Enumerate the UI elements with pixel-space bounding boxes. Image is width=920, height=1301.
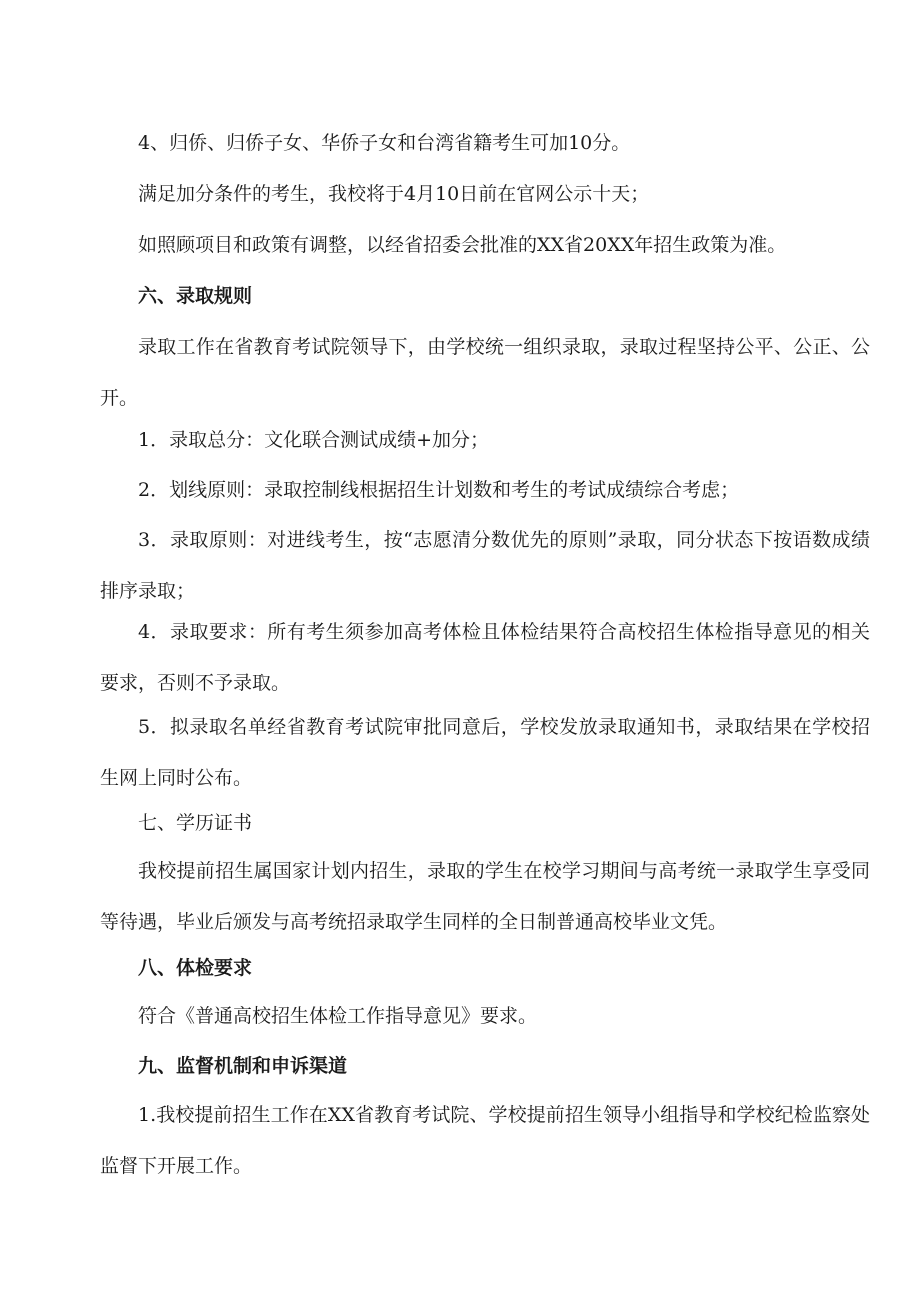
paragraph-diploma: 我校提前招生属国家计划内招生，录取的学生在校学习期间与高考统一录取学生享受同等待遇，毕业后颁发与高考统招录取学生同样的全日制普通高校毕业文凭。: [100, 860, 870, 933]
section-heading-diploma: 七、学历证书: [138, 812, 253, 834]
paragraph-rule-principle: 3．录取原则：对进线考生，按“志愿清分数优先的原则”录取，同分状态下按语数成绩排序录取；: [100, 529, 870, 602]
paragraph-rule-cutoff: 2．划线原则：录取控制线根据招生计划数和考生的考试成绩综合考虑；: [138, 479, 740, 501]
paragraph-admission-intro: 录取工作在省教育考试院领导下，由学校统一组织录取，录取过程坚持公平、公正、公开。: [100, 336, 870, 409]
paragraph-bonus-publicity: 满足加分条件的考生，我校将于4月10日前在官网公示十天；: [138, 183, 650, 205]
paragraph-policy-adjustment: 如照顾项目和政策有调整，以经省招委会批准的XX省20XX年招生政策为准。: [138, 234, 787, 256]
section-heading-supervision: 九、监督机制和申诉渠道: [138, 1055, 348, 1077]
paragraph-bonus-overseas: 4、归侨、归侨子女、华侨子女和台湾省籍考生可加10分。: [138, 132, 631, 154]
section-heading-admission-rules: 六、录取规则: [138, 285, 253, 307]
paragraph-rule-total-score: 1．录取总分：文化联合测试成绩+加分；: [138, 429, 490, 451]
paragraph-rule-notice: 5．拟录取名单经省教育考试院审批同意后，学校发放录取通知书，录取结果在学校招生网上同时公布。: [100, 716, 870, 789]
paragraph-rule-requirement: 4．录取要求：所有考生须参加高考体检且体检结果符合高校招生体检指导意见的相关要求，否则不予录取。: [100, 621, 870, 694]
section-heading-medical-exam: 八、体检要求: [138, 957, 253, 979]
paragraph-supervision: 1.我校提前招生工作在XX省教育考试院、学校提前招生领导小组指导和学校纪检监察处监督下开展工作。: [100, 1104, 870, 1177]
paragraph-medical-exam: 符合《普通高校招生体检工作指导意见》要求。: [138, 1005, 538, 1027]
